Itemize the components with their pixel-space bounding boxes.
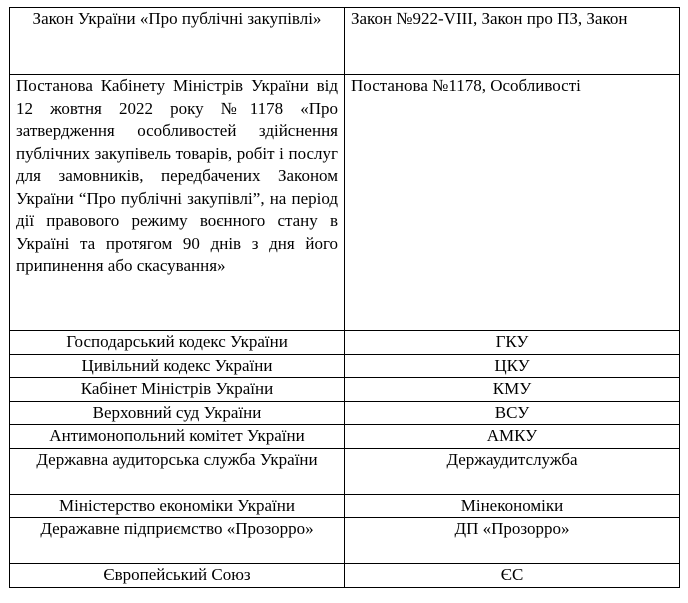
term-cell: Державна аудиторська служба України xyxy=(10,448,345,494)
abbreviation-cell: КМУ xyxy=(345,378,680,402)
table-row xyxy=(10,494,680,518)
abbreviation-cell: Закон №922-VIII, Закон про ПЗ, Закон xyxy=(345,8,680,75)
term-cell: Закон України «Про публічні закупівлі» xyxy=(10,8,345,75)
term-cell: Кабінет Міністрів України xyxy=(10,378,345,402)
table-row xyxy=(10,425,680,449)
abbreviation-cell: ЄС xyxy=(345,564,680,588)
term-cell: Антимонопольний комітет України xyxy=(10,425,345,449)
term-cell: Деражавне підприємство «Прозорро» xyxy=(10,518,345,564)
table-row xyxy=(10,75,680,331)
term-cell: Європейський Союз xyxy=(10,564,345,588)
abbreviation-cell: Держаудитслужба xyxy=(345,448,680,494)
term-cell: Господарський кодекс України xyxy=(10,331,345,355)
table-row xyxy=(10,378,680,402)
term-cell: Міністерство економіки України xyxy=(10,494,345,518)
term-cell: Постанова Кабінету Міністрів України від 12 жовтня 2022 року №1178 «Про затвердження особливостей здійснення публічних закупівель товарів, робіт і послуг для замовників, передбачених Законом України “Про публічні закупівлі”, на період дії правового режиму воєнного стану в Україні та протягом 90 днів з дня його припинення або скасування» xyxy=(10,75,345,331)
table-row xyxy=(10,8,680,75)
abbreviation-cell: ДП «Прозорро» xyxy=(345,518,680,564)
table-row xyxy=(10,448,680,494)
term-cell: Цивільний кодекс України xyxy=(10,354,345,378)
abbreviation-cell: ГКУ xyxy=(345,331,680,355)
abbreviations-table xyxy=(9,7,680,588)
table-row xyxy=(10,401,680,425)
table-row xyxy=(10,354,680,378)
abbreviation-cell: ВСУ xyxy=(345,401,680,425)
table-row xyxy=(10,331,680,355)
term-cell: Верховний суд України xyxy=(10,401,345,425)
abbreviation-cell: Постанова №1178, Особливості xyxy=(345,75,680,331)
abbreviation-cell: АМКУ xyxy=(345,425,680,449)
abbreviation-cell: Мінекономіки xyxy=(345,494,680,518)
abbreviation-cell: ЦКУ xyxy=(345,354,680,378)
table-row xyxy=(10,564,680,588)
table-row xyxy=(10,518,680,564)
